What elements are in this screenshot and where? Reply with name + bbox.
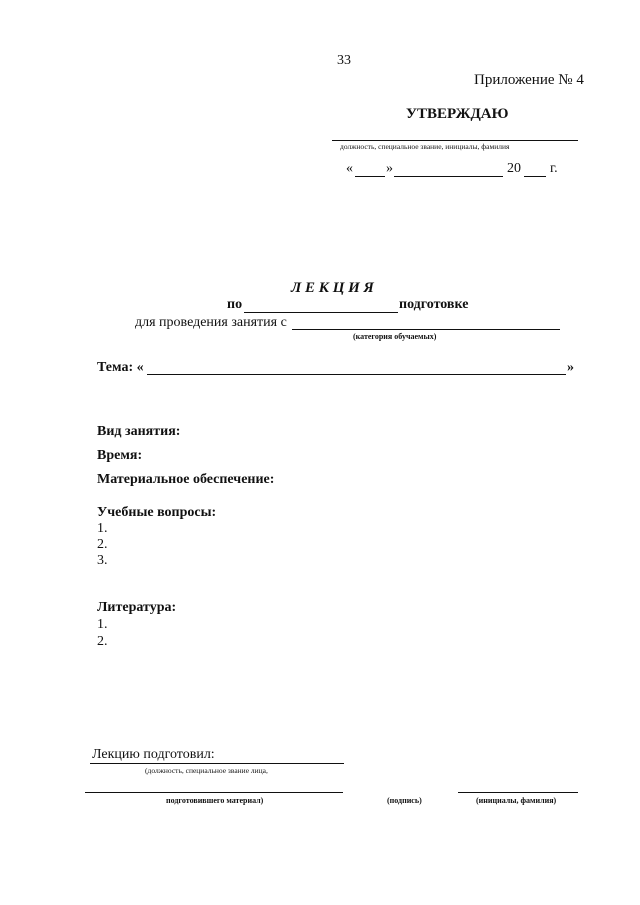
- materials-label: Материальное обеспечение:: [97, 472, 275, 487]
- date-year-suffix: г.: [550, 161, 558, 176]
- question-item: 2.: [97, 537, 108, 552]
- lesson-type-label: Вид занятия:: [97, 424, 181, 439]
- questions-label: Учебные вопросы:: [97, 505, 217, 520]
- date-open-quote: «: [346, 161, 353, 176]
- lecture-subject-line: [244, 312, 398, 313]
- date-day-line: [355, 176, 385, 177]
- topic-close: »: [567, 360, 574, 375]
- literature-item: 2.: [97, 634, 108, 649]
- signature-caption: (подпись): [387, 796, 422, 805]
- material-line: [85, 792, 343, 793]
- name-caption: (инициалы, фамилия): [476, 796, 557, 805]
- page-number: 33: [337, 53, 351, 68]
- literature-label: Литература:: [97, 600, 177, 615]
- question-item: 1.: [97, 521, 108, 536]
- prepared-by-label: Лекцию подготовил:: [92, 747, 215, 762]
- lecture-by-suffix: подготовке: [399, 297, 469, 312]
- date-month-line: [394, 176, 503, 177]
- lecture-category-line: [292, 329, 560, 330]
- approval-position-caption: должность, специальное звание, инициалы, фамилия: [340, 142, 510, 151]
- approval-title: УТВЕРЖДАЮ: [406, 106, 509, 122]
- prepared-material-caption: подготовившего материал): [166, 796, 264, 805]
- date-close-quote: »: [386, 161, 393, 176]
- topic-label: Тема: «: [97, 360, 144, 375]
- time-label: Время:: [97, 448, 143, 463]
- prepared-by-line: [90, 763, 344, 764]
- position-caption: (должность, специальное звание лица,: [145, 766, 268, 775]
- lecture-by-prefix: по: [227, 297, 243, 312]
- lecture-category-caption: (категория обучаемых): [353, 332, 437, 341]
- date-year-line: [524, 176, 546, 177]
- topic-line: [147, 374, 566, 375]
- name-line: [458, 792, 578, 793]
- lecture-for-label: для проведения занятия с: [135, 315, 287, 330]
- lecture-title: Л Е К Ц И Я: [291, 280, 374, 296]
- approval-position-line: [332, 140, 578, 141]
- question-item: 3.: [97, 553, 108, 568]
- appendix-label: Приложение № 4: [474, 72, 584, 88]
- literature-item: 1.: [97, 617, 108, 632]
- date-year-prefix: 20: [507, 161, 521, 176]
